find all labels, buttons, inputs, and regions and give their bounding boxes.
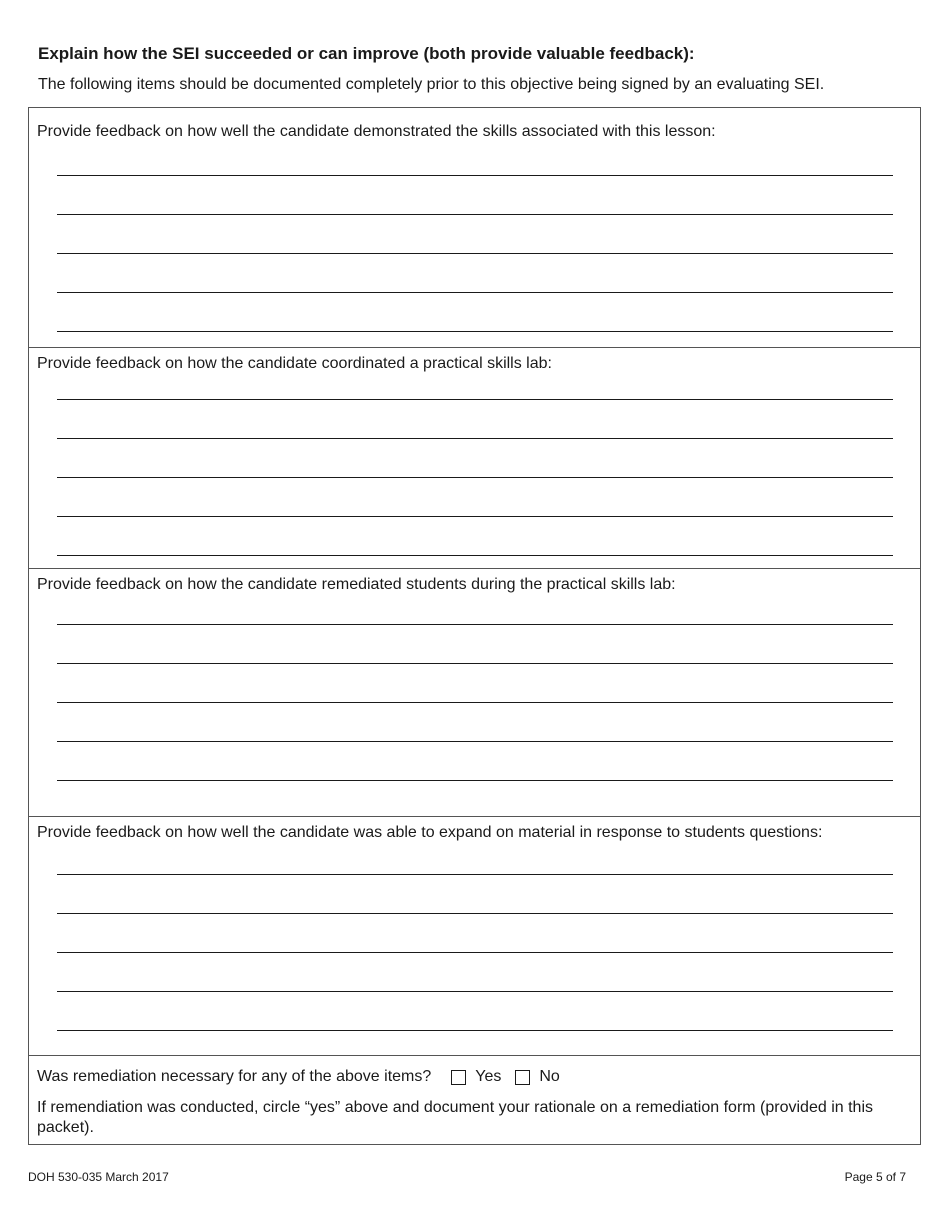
response-line[interactable]	[57, 874, 893, 875]
response-line[interactable]	[57, 477, 893, 478]
section-prompt: Provide feedback on how well the candidate was able to expand on material in response to students questions:	[37, 824, 823, 841]
response-line[interactable]	[57, 214, 893, 215]
section-prompt: Provide feedback on how well the candidate demonstrated the skills associated with this lesson:	[37, 123, 716, 140]
response-line[interactable]	[57, 438, 893, 439]
response-line[interactable]	[57, 780, 893, 781]
feedback-section-skills	[29, 108, 920, 348]
feedback-section-remediation	[29, 569, 920, 817]
remediation-question-row	[37, 1068, 574, 1086]
response-line[interactable]	[57, 175, 893, 176]
response-line[interactable]	[57, 624, 893, 625]
yes-checkbox[interactable]	[451, 1070, 466, 1085]
response-line[interactable]	[57, 991, 893, 992]
response-line[interactable]	[57, 741, 893, 742]
intro-instruction: The following items should be documented completely prior to this objective being signed by an evaluating SEI.	[38, 76, 825, 93]
response-line[interactable]	[57, 516, 893, 517]
page-number: Page 5 of 7	[844, 1170, 906, 1184]
response-line[interactable]	[57, 702, 893, 703]
section-prompt: Provide feedback on how the candidate coordinated a practical skills lab:	[37, 355, 552, 372]
response-line[interactable]	[57, 663, 893, 664]
remediation-question: Was remediation necessary for any of the above items?	[37, 1068, 432, 1085]
feedback-section-coordination	[29, 348, 920, 569]
yes-label: Yes	[475, 1068, 502, 1085]
feedback-section-questions	[29, 817, 920, 1056]
remediation-note: If remendiation was conducted, circle “yes” above and document your rationale on a remediation form (provided in this packet).	[37, 1099, 873, 1136]
response-line[interactable]	[57, 913, 893, 914]
response-line[interactable]	[57, 292, 893, 293]
form-id: DOH 530-035 March 2017	[28, 1170, 169, 1184]
response-line[interactable]	[57, 555, 893, 556]
feedback-form	[28, 107, 921, 1145]
no-checkbox[interactable]	[515, 1070, 530, 1085]
response-line[interactable]	[57, 331, 893, 332]
no-label: No	[539, 1068, 560, 1085]
response-line[interactable]	[57, 399, 893, 400]
response-line[interactable]	[57, 1030, 893, 1031]
remediation-section	[29, 1056, 920, 1144]
section-prompt: Provide feedback on how the candidate remediated students during the practical skills lab:	[37, 576, 676, 593]
response-line[interactable]	[57, 952, 893, 953]
page-heading: Explain how the SEI succeeded or can improve (both provide valuable feedback):	[38, 44, 695, 63]
response-line[interactable]	[57, 253, 893, 254]
